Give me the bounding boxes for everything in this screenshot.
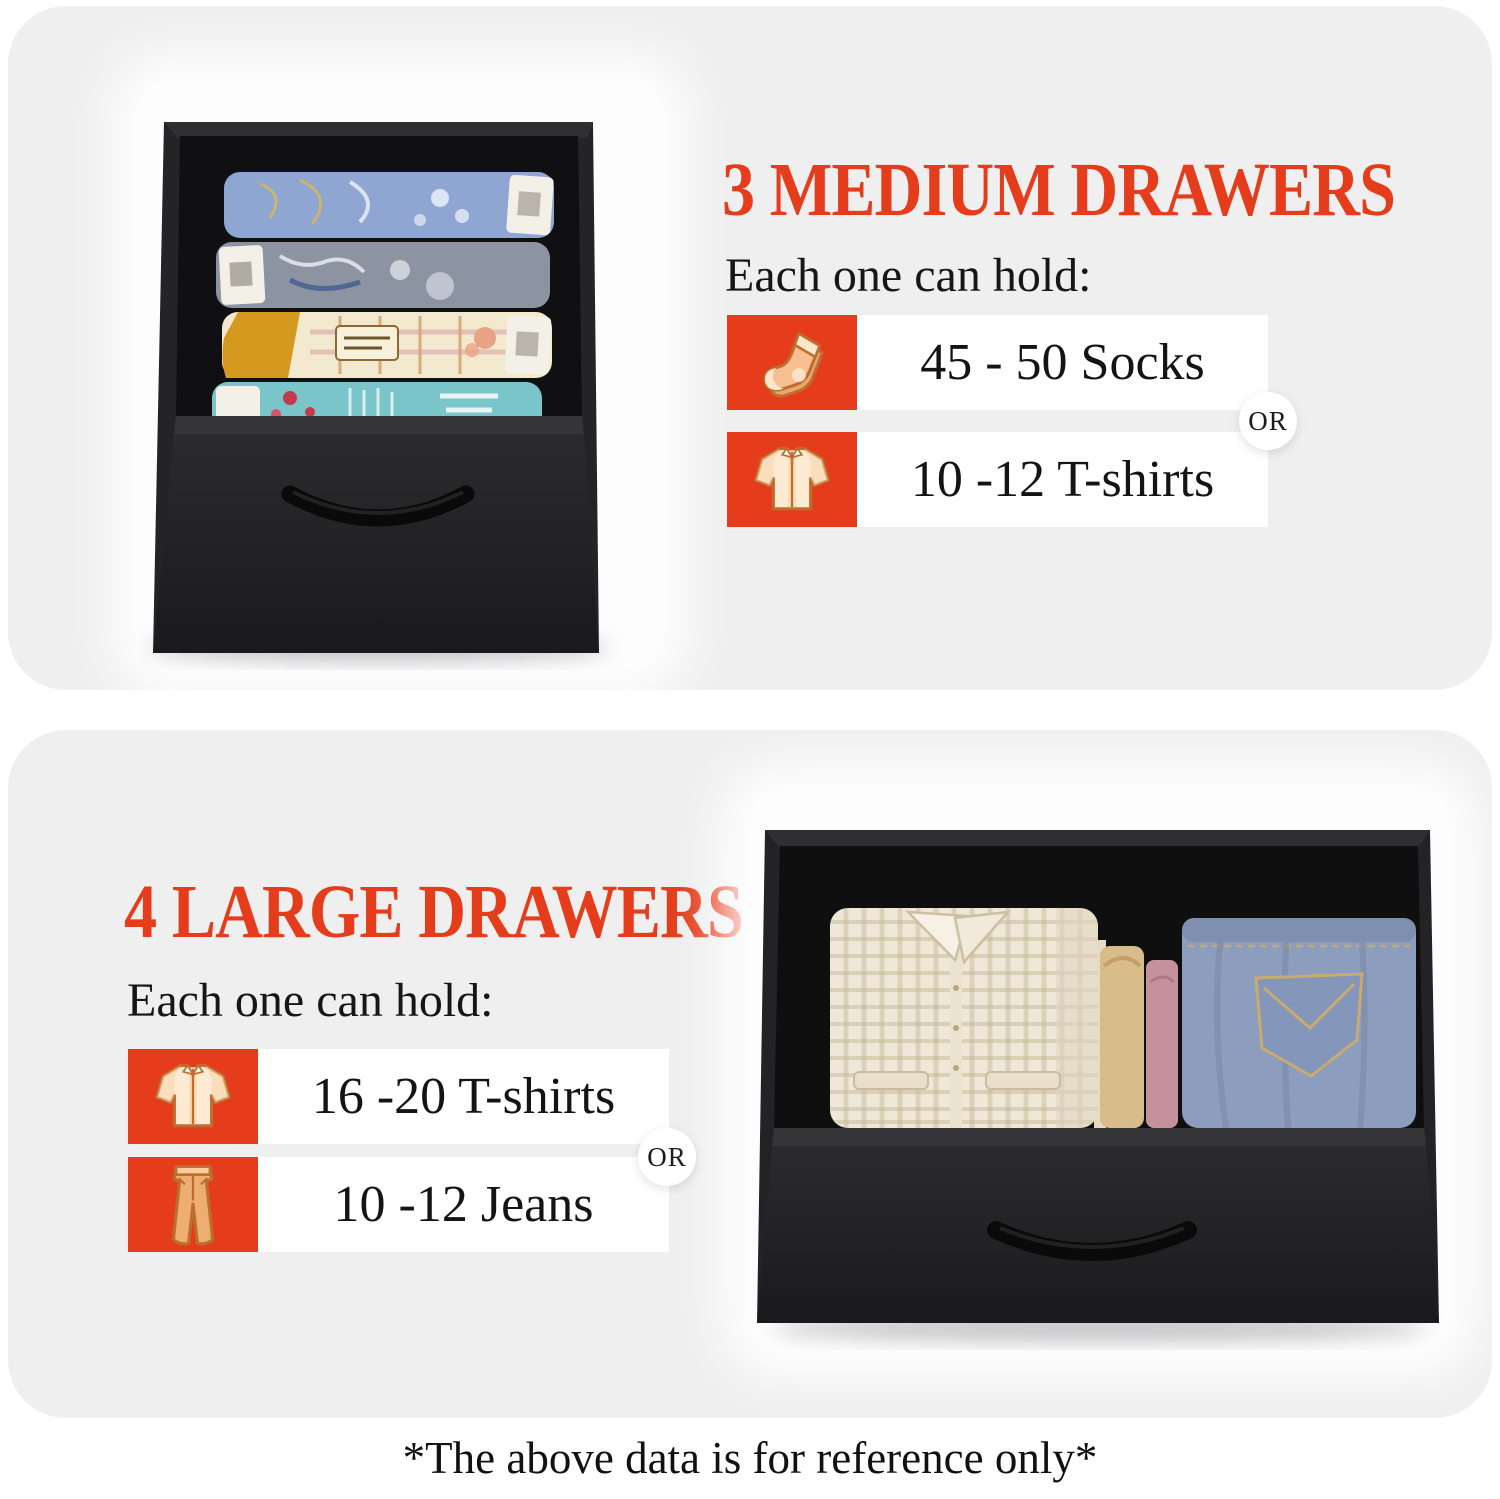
capacity-label-tshirts-large: 16 -20 T-shirts xyxy=(311,1068,616,1125)
plaid-shirt xyxy=(830,908,1098,1128)
capacity-bar xyxy=(258,1049,669,1144)
large-drawer-photo xyxy=(750,790,1450,1350)
tshirt-icon xyxy=(128,1049,258,1144)
capacity-label-tshirts: 10 -12 T-shirts xyxy=(910,451,1215,508)
jeans-icon xyxy=(128,1157,258,1252)
tshirt-icon xyxy=(727,432,857,527)
capacity-row-tshirts-large xyxy=(128,1049,669,1144)
capacity-bar xyxy=(258,1157,669,1252)
capacity-bar xyxy=(857,432,1268,527)
sock-pack-plaid xyxy=(222,312,552,378)
capacity-row-tshirts-medium xyxy=(727,432,1268,527)
sock-pack-gray xyxy=(216,242,550,308)
capacity-row-jeans xyxy=(128,1157,669,1252)
large-drawer-illustration xyxy=(750,790,1450,1350)
sock-icon xyxy=(727,315,857,410)
or-badge-medium: OR xyxy=(1239,392,1297,450)
section-title-large: 4 LARGE DRAWERS xyxy=(124,870,743,954)
section-subtitle-large: Each one can hold: xyxy=(127,974,494,1027)
medium-drawer-photo xyxy=(140,80,660,670)
folded-stack xyxy=(1094,940,1178,1128)
sock-pack-blue xyxy=(224,172,554,238)
capacity-bar xyxy=(857,315,1268,410)
medium-drawer-illustration xyxy=(140,80,660,670)
or-badge-large: OR xyxy=(638,1128,696,1186)
capacity-row-socks xyxy=(727,315,1268,410)
folded-jeans xyxy=(1182,918,1416,1128)
capacity-label-socks: 45 - 50 Socks xyxy=(920,334,1205,391)
section-subtitle-medium: Each one can hold: xyxy=(725,249,1092,302)
capacity-label-jeans: 10 -12 Jeans xyxy=(333,1176,594,1233)
footnote: *The above data is for reference only* xyxy=(402,1433,1098,1483)
section-title-medium: 3 MEDIUM DRAWERS xyxy=(722,148,1396,232)
